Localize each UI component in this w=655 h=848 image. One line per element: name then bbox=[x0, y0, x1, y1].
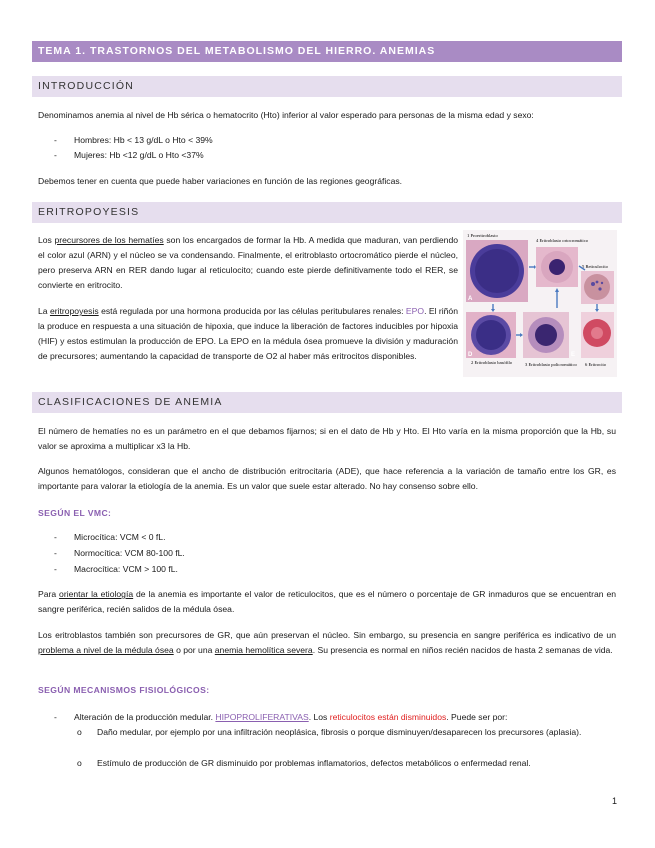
figure-label: 4 Eritroblasto ortocromático bbox=[536, 238, 589, 243]
list-subitem: o Daño medular, por ejemplo por una infiltración neoplásica, fibrosis o porque disminuyen/desaparecen los precursores (aplasia). bbox=[77, 727, 582, 737]
subheading-vmc: SEGÚN EL VMC: bbox=[38, 508, 112, 518]
figure-label: 2 Eritroblasto basófilo bbox=[471, 360, 513, 365]
list-subitem: o Estímulo de producción de GR disminuido por problemas inflamatorios, defectos metabólicos o enfermedad renal. bbox=[77, 758, 531, 768]
eritropoyesis-paragraph-2: La eritropoyesis está regulada por una hormona producida por las células peritubulares renales: EPO. El riñón la produce en respuesta a una situación de hipoxia, que induce la liberación de factores inducibles por hipoxia (HIF) y estos estimulan la producción de EPO. La EPO en la médula ósea promueve la división y maduración de precursores; aumentando la capacidad de transporte de O2 al haber más eritrocitos disponibles. bbox=[38, 306, 458, 361]
list-item: - Normocítica: VCM 80-100 fL. bbox=[54, 548, 185, 558]
eritropoyesis-paragraph-1: Los precursores de los hematíes son los encargados de formar la Hb. A medida que maduran, van perdiendo el color azul (ARN) y el núcleo se va condensando. Finalmente, el eritroblasto ortocromático pierde el núcleo, pero preserva ARN en RER dando lugar al reticulocito; cuando este pierde definitivamente todo el RER, se convierte en eritrocito. bbox=[38, 235, 459, 290]
list-item: - Hombres: Hb < 13 g/dL o Hto < 39% bbox=[54, 135, 213, 145]
list-item: - Alteración de la producción medular. HIPOPROLIFERATIVAS. Los reticulocitos están disminuidos. Puede ser por: bbox=[54, 712, 508, 722]
list-item: - Macrocítica: VCM > 100 fL. bbox=[54, 564, 178, 574]
clasificaciones-paragraph-3: Para orientar la etiología de la anemia es importante el valor de reticulocitos, que es el número o porcentaje de GR inmaduros que se encuentran en sangre periférica, recién salidos de la médula ósea. bbox=[38, 589, 617, 614]
clasificaciones-paragraph-2: Algunos hematólogos, consideran que el ancho de distribución eritrocitaria (ADE), que hace referencia a la variación de tamaño entre los GR, es importante para valorar la etiología de la anemia. Es un valor que suele estar alterado. No hay consenso sobre ello. bbox=[38, 466, 616, 491]
figure-label: 1 Proeritroblasto bbox=[467, 233, 498, 238]
intro-note: Debemos tener en cuenta que puede haber variaciones en función de las regiones geográficas. bbox=[38, 176, 403, 186]
clasificaciones-paragraph-1: El número de hematíes no es un parámetro en el que debamos fijarnos; si en el dato de Hb y Hto. El Hto varía en la misma proporción que la Hb, su valor se aproxima a multiplicar x3 la Hb. bbox=[38, 426, 616, 451]
figure-letter: A bbox=[468, 296, 473, 302]
figure-letter: E bbox=[571, 352, 576, 358]
figure-label: 3 Eritroblasto policromático bbox=[525, 362, 577, 367]
section-heading-clasificaciones: CLASIFICACIONES DE ANEMIA bbox=[32, 392, 622, 413]
figure-label: 5 Reticulocito bbox=[582, 264, 608, 269]
figure-letter: D bbox=[468, 352, 473, 358]
section-heading-eritropoyesis: ERITROPOYESIS bbox=[32, 202, 622, 223]
clasificaciones-paragraph-4: Los eritroblastos también son precursores de GR, que aún preservan el núcleo. Sin embargo, su presencia en sangre periférica es indicativo de un problema a nivel de la médula ósea o por una anemia hemolítica severa. Su presencia es normal en niños recién nacidos de hasta 2 semanas de vida. bbox=[38, 630, 616, 655]
list-item: - Mujeres: Hb <12 g/dL o Hto <37% bbox=[54, 150, 204, 160]
section-heading-introduccion: INTRODUCCIÓN bbox=[32, 76, 622, 97]
page-number: 1 bbox=[611, 796, 617, 806]
intro-paragraph: Denominamos anemia al nivel de Hb sérica o hematocrito (Hto) inferior al valor esperado para personas de la misma edad y sexo: bbox=[38, 110, 534, 120]
subheading-mecanismos: SEGÚN MECANISMOS FISIOLÓGICOS: bbox=[38, 685, 210, 695]
document-title: TEMA 1. TRASTORNOS DEL METABOLISMO DEL HIERRO. ANEMIAS bbox=[32, 41, 622, 62]
figure-label: 6 Eritrocito bbox=[585, 362, 607, 367]
list-item: - Microcítica: VCM < 0 fL. bbox=[54, 532, 166, 542]
erythropoiesis-figure bbox=[463, 230, 617, 377]
